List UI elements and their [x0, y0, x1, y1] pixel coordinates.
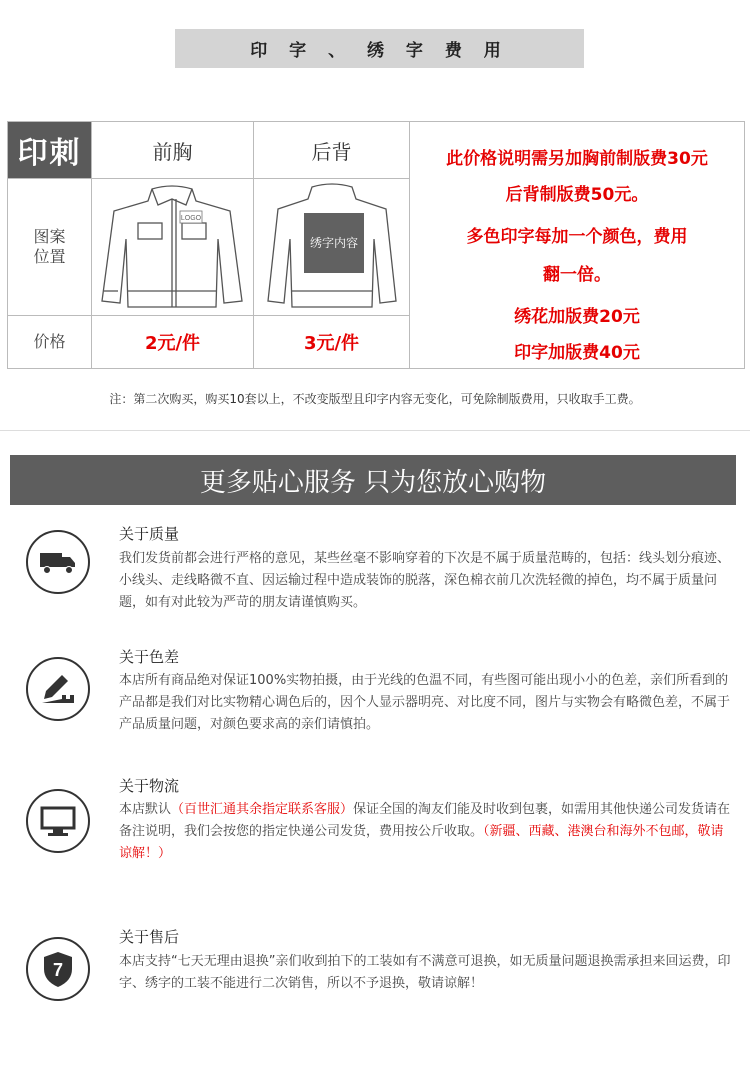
note-line: 印字加版费40元 [514, 343, 640, 363]
service-text: 我们发货前都会进行严格的意见，某些丝毫不影响穿着的下次是不属于质量范畴的，包括：线头划分痕迹、小线头、走线略微不直、因运输过程中造成装饰的脱落，深色棉衣前几次洗轻微的掉色，均不属于质量问题，如有对此较为严苛的朋友请谨慎购买。 [119, 551, 731, 610]
service-title: 关于色差 [119, 648, 180, 666]
back-jacket-cell [253, 178, 410, 316]
service-title: 关于售后 [119, 928, 180, 946]
service-text: 本店支持“七天无理由退换”亲们收到拍下的工装如有不满意可退换，如无质量问题退换需承担来回运费，印字、绣字的工装不能进行二次销售，所以不予退换，敬请谅解！ [119, 954, 731, 991]
services-banner: 更多贴心服务 只为您放心购物 [10, 455, 736, 505]
service-text: 本店所有商品绝对保证100%实物拍摄，由于光线的色温不同，有些图可能出现小小的色差，亲们所看到的产品都是我们对比实物精心调色后的，因个人显示器明亮、对比度不同，图片与实物会有略微色差，不属于产品质量问题，对颜色要求高的亲们请慎拍。 [119, 673, 731, 732]
seven-day-shield-icon [26, 937, 90, 1001]
badge-number: 7 [52, 960, 64, 980]
front-price: 2元/件 [91, 315, 254, 369]
note-line: 多色印字每加一个颜色，费用 [466, 227, 688, 247]
note-line: 绣花加版费20元 [514, 307, 640, 327]
note-line: 此价格说明需另加胸前制版费30元 [446, 149, 708, 169]
divider [0, 430, 750, 431]
note-line: 翻一倍。 [543, 265, 611, 285]
pricing-notes [409, 121, 745, 369]
truck-icon [26, 530, 90, 594]
logistics-text-b: 保证全国的淘友们能及时收到包裹，如需用其他快递公司发货请在备注说明，我们会按您的指定快递公司发货，费用按公斤收取。 [119, 802, 731, 839]
front-jacket-illustration [92, 179, 253, 315]
page-title: 印 字 、 绣 字 费 用 [175, 29, 584, 68]
column-front: 前胸 [91, 121, 254, 179]
corner-label: 印刺 [7, 121, 92, 179]
footnote: 注：第二次购买，购买10套以上，不改变版型且印字内容无变化，可免除制版费用，只收取手工费。 [109, 392, 641, 406]
back-embroidery-text: 绣字内容 [309, 236, 359, 250]
row-label-position: 图案 位置 [7, 178, 92, 316]
logo-placeholder: LOGO [180, 215, 202, 222]
row-label-price: 价格 [7, 315, 92, 369]
service-title: 关于物流 [119, 777, 180, 795]
back-price: 3元/件 [253, 315, 410, 369]
service-text [119, 799, 733, 865]
note-line: 后背制版费50元。 [505, 185, 649, 205]
pricing-table [7, 121, 745, 369]
pencil-ruler-icon [26, 657, 90, 721]
back-jacket-illustration [254, 179, 409, 315]
column-back: 后背 [253, 121, 410, 179]
service-title: 关于质量 [119, 525, 180, 543]
logistics-exclusion: （新疆、西藏、港澳台和海外不包邮，敬请谅解！） [119, 824, 724, 861]
front-jacket-cell [91, 178, 254, 316]
logistics-default-carrier: （百世汇通其余指定联系客服） [171, 802, 354, 817]
logistics-text-a: 本店默认 [119, 802, 172, 817]
monitor-icon [26, 789, 90, 853]
